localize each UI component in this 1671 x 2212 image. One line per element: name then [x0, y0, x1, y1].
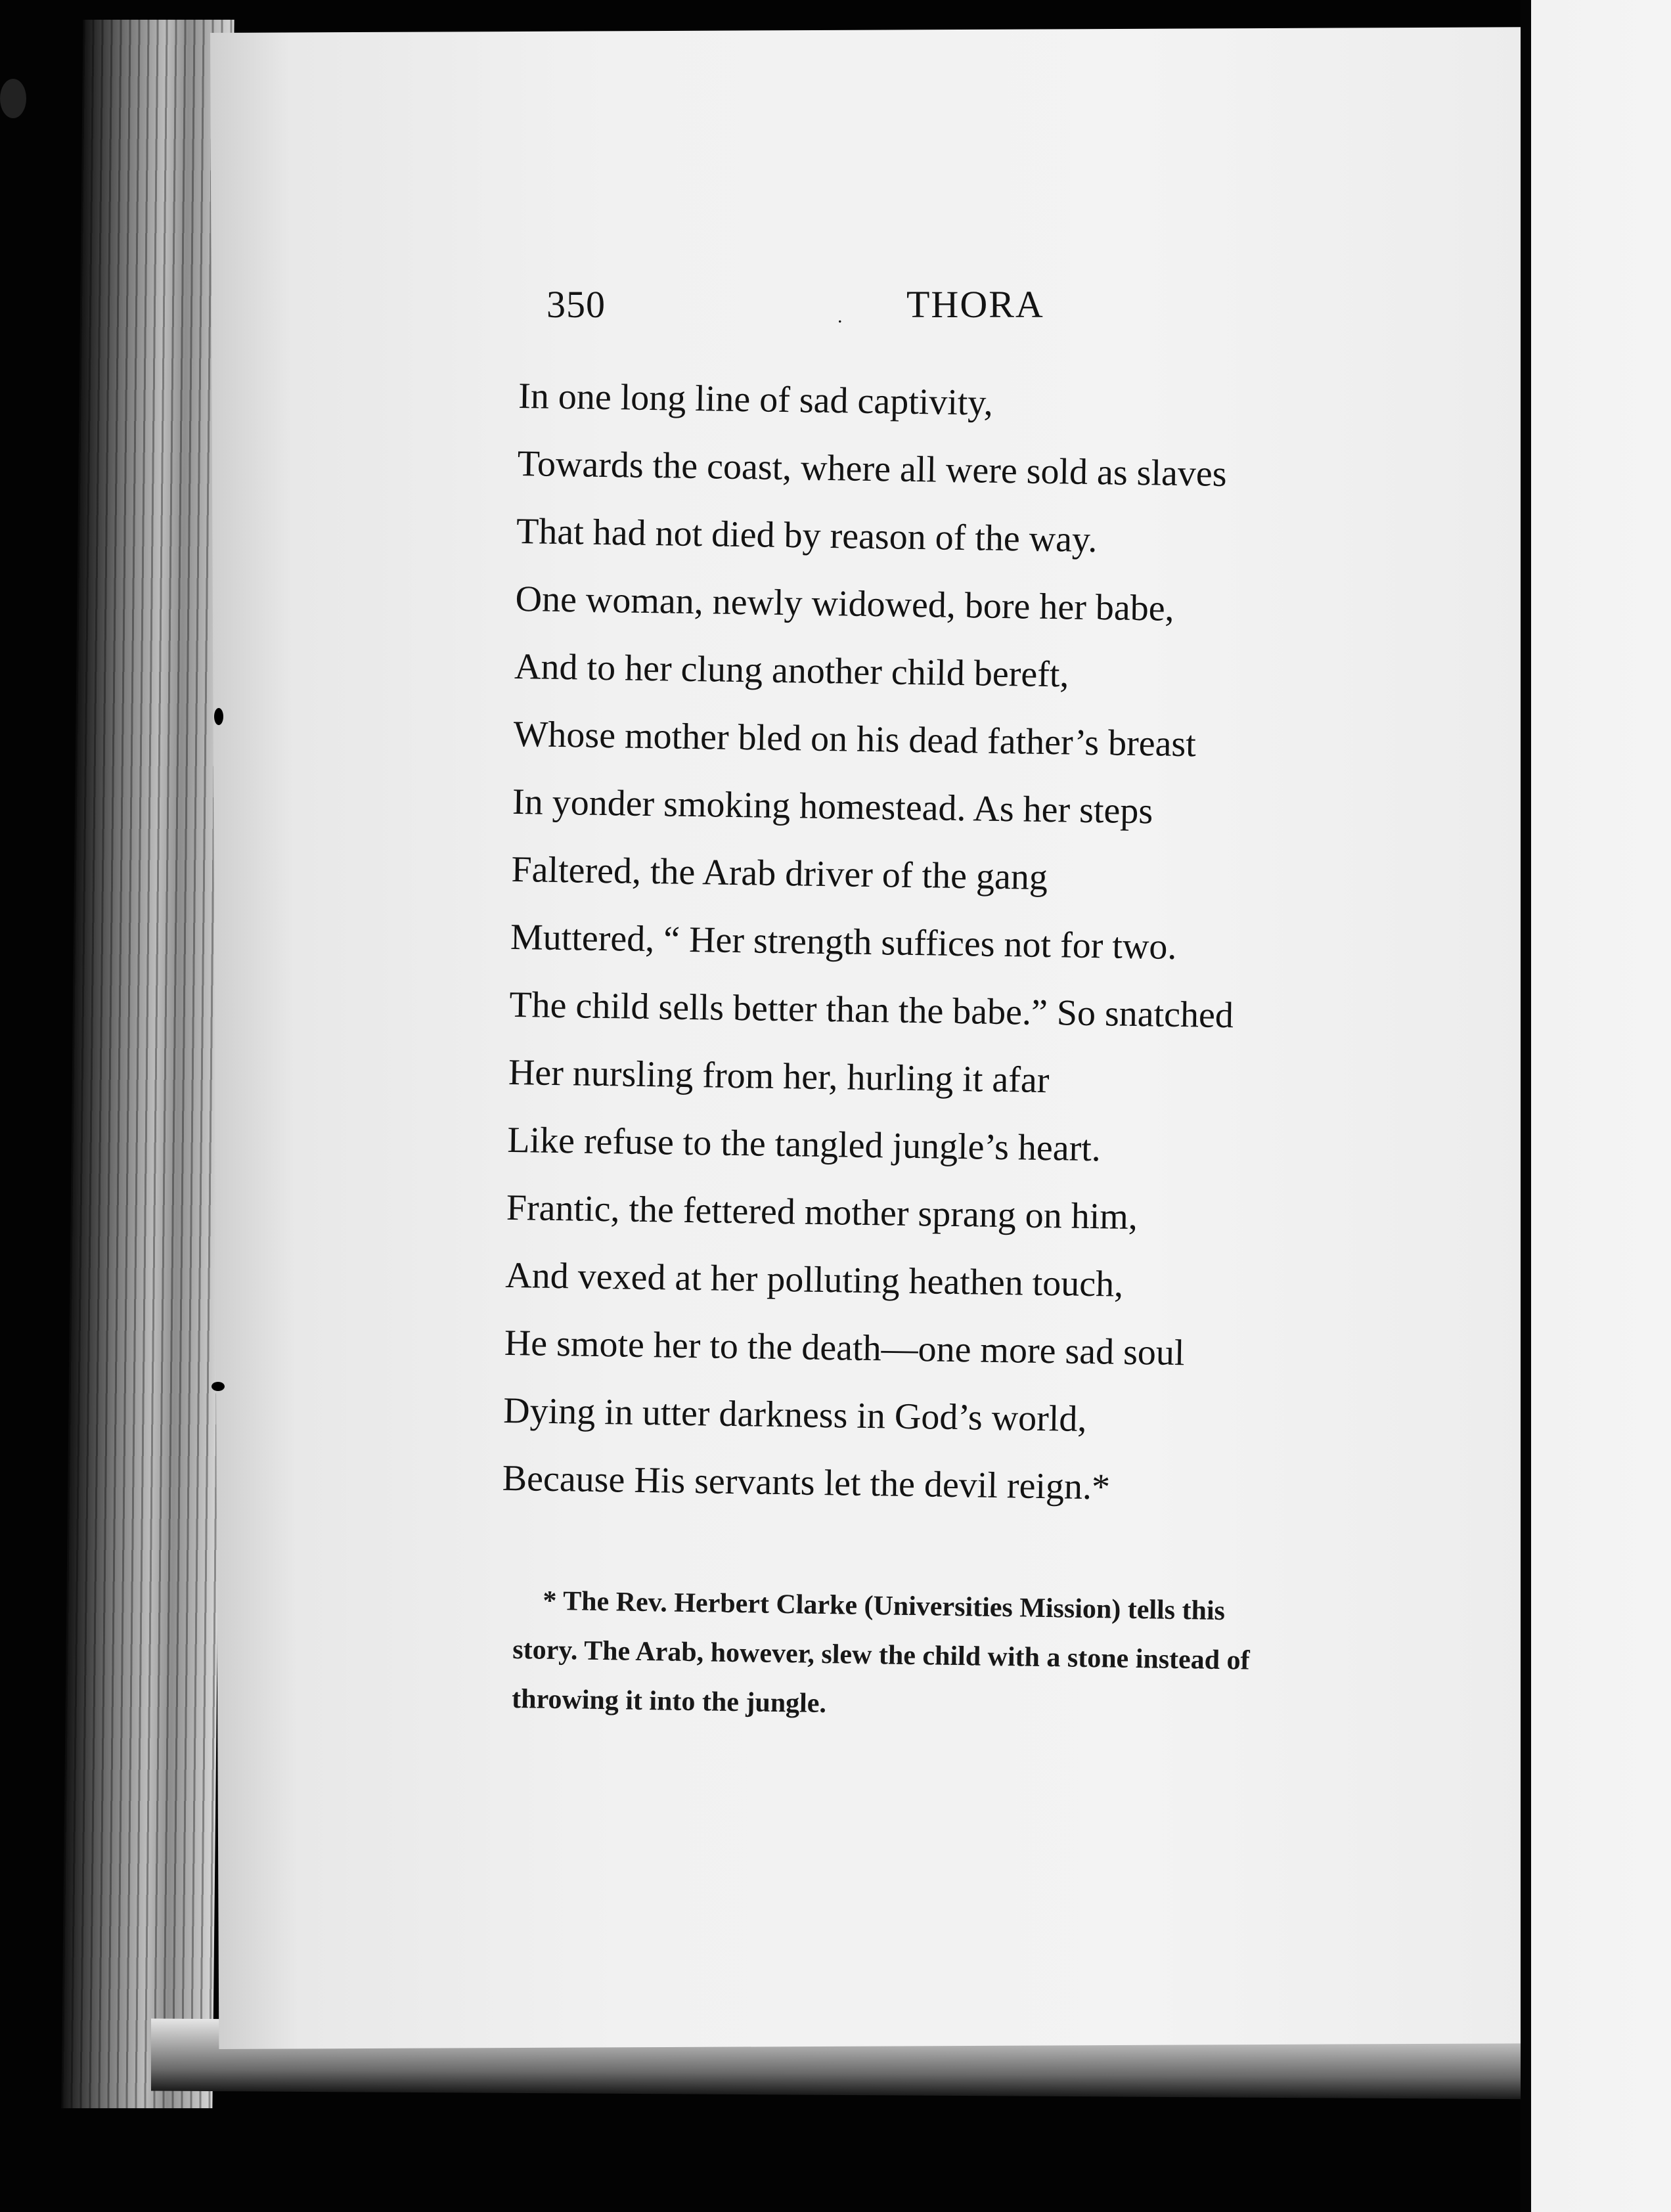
- page-number: 350: [546, 283, 606, 326]
- gutter-divider: [1521, 0, 1531, 2212]
- footnote-line: * The Rev. Herbert Clarke (Universities Mission) tells this: [543, 1585, 1226, 1627]
- stray-mark: .: [837, 305, 843, 327]
- footnote-line: story. The Arab, however, slew the child with a stone instead of: [512, 1634, 1250, 1676]
- verse-line: The child sells better than the babe.” So snatched: [509, 984, 1234, 1036]
- verse-line: Because His servants let the devil reign.*: [502, 1457, 1111, 1508]
- verse-line: And to her clung another child bereft,: [514, 646, 1069, 696]
- verse-line: In yonder smoking homestead. As her steps: [512, 781, 1153, 832]
- footnote: [512, 1576, 1407, 1737]
- margin-mark-upper: [214, 708, 223, 725]
- verse-line: Her nursling from her, hurling it afar: [508, 1051, 1050, 1101]
- verse-line: In one long line of sad captivity,: [518, 375, 994, 424]
- verse-line: Whose mother bled on his dead father’s breast: [513, 713, 1197, 765]
- footnote-line: throwing it into the jungle.: [511, 1683, 827, 1719]
- page-stack-edge: [61, 20, 234, 2108]
- verse-line: Like refuse to the tangled jungle’s heart.: [506, 1119, 1102, 1170]
- margin-mark-lower: [212, 1382, 225, 1391]
- scan-blot: [0, 79, 26, 118]
- verse-line: One woman, newly widowed, bore her babe,: [515, 578, 1175, 629]
- verse-line: Faltered, the Arab driver of the gang: [511, 849, 1048, 898]
- verse-line: Dying in utter darkness in God’s world,: [502, 1390, 1087, 1440]
- verse-line: Muttered, “ Her strength suffices not for two.: [510, 916, 1177, 967]
- verse-line: That had not died by reason of the way.: [516, 510, 1098, 561]
- verse-line: And vexed at her polluting heathen touch,: [504, 1254, 1124, 1305]
- page-edge-lines: [61, 20, 234, 2108]
- verse-line: Towards the coast, where all were sold as slaves: [517, 443, 1228, 495]
- running-title: THORA: [906, 283, 1044, 326]
- verse-line: Frantic, the fettered mother sprang on him,: [506, 1187, 1138, 1238]
- verse-block: [502, 363, 1438, 1526]
- verse-line: He smote her to the death—one more sad soul: [504, 1322, 1185, 1374]
- facing-page-strip: [1521, 0, 1671, 2212]
